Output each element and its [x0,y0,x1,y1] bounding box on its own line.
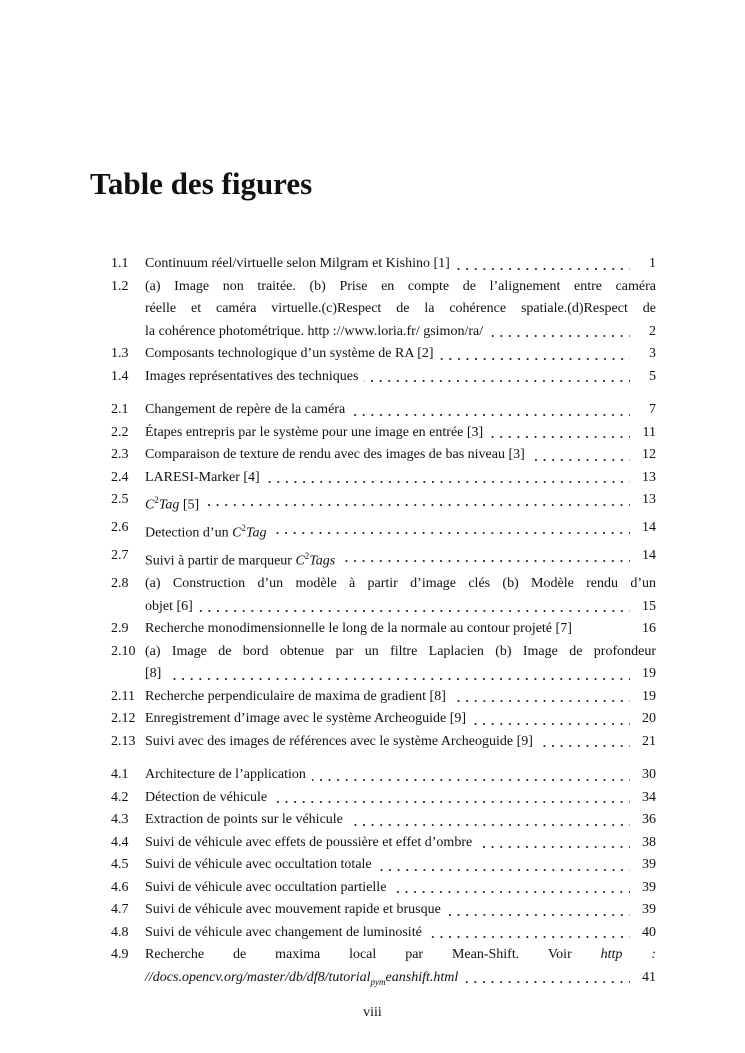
caption-text [145,321,483,344]
page-ref[interactable]: 38 [642,834,656,850]
toc-entry[interactable] [111,444,656,467]
caption-line [145,366,656,389]
caption-segment: Changement de repère de la caméra [145,402,346,417]
caption-segment: [8] [145,666,162,682]
dot-leader [472,708,630,731]
caption-segment: [5] [179,497,200,513]
figure-caption [145,641,656,686]
caption-line [145,573,656,596]
caption-segment: C [295,553,305,569]
toc-entry[interactable] [111,708,656,731]
toc-group [111,253,656,388]
caption-text [145,832,472,855]
caption-text [145,663,161,686]
dot-leader [456,253,630,276]
caption-segment: objet [6] [145,598,193,614]
dot-leader [364,366,630,389]
caption-text [145,517,266,545]
page-ref[interactable]: 36 [642,812,656,828]
page-ref[interactable]: 13 [642,492,656,507]
caption-text [145,467,260,490]
caption-line [145,663,656,686]
toc-entry[interactable] [111,641,656,686]
caption-segment: Suivi de véhicule avec changement de luminosité [145,924,422,940]
caption-segment: eanshift.html [385,969,459,985]
caption-segment: 2 [304,551,310,562]
figure-number: 2.2 [111,424,129,440]
caption-segment: (a) Construction d’un modèle à partir d’image clés (b) Modèle rendu d’un [145,576,656,592]
page-ref[interactable]: 12 [642,447,656,462]
caption-segment: Detection d’un [145,525,233,541]
page-ref[interactable]: 2 [649,323,656,339]
caption-segment: Extraction de points sur le véhicule [145,812,343,828]
caption-line [145,832,656,855]
page-ref[interactable]: 1 [649,256,656,271]
caption-segment: m [379,976,386,987]
caption-line [145,967,656,993]
caption-text [145,731,533,754]
caption-text [145,545,335,573]
caption-segment: Tag [158,497,180,513]
toc-entry[interactable] [111,276,656,344]
caption-line [145,731,656,754]
figure-number: 2.7 [111,548,129,564]
dot-leader [378,854,630,877]
caption-segment: Suivi avec des images de références avec le système Archeoguide [9] [145,733,533,749]
caption-segment: Composants technologique d’un système de RA [2] [145,346,434,361]
toc-entry[interactable] [111,618,656,641]
toc-entry[interactable] [111,764,656,787]
dot-leader [167,663,630,686]
caption-line [145,708,656,731]
dot-leader [392,877,630,900]
caption-text [145,618,572,641]
caption-segment: (a) Image de bord obtenue par un filtre Laplacien (b) Image de profondeur [145,643,656,659]
page-ref[interactable]: 5 [649,368,656,384]
toc-entry[interactable] [111,854,656,877]
caption-line [145,489,656,517]
figure-number: 2.4 [111,469,129,485]
caption-line [145,545,656,573]
caption-line [145,321,656,344]
figure-number: 1.3 [111,346,129,361]
figure-number: 4.3 [111,812,129,828]
dot-leader [539,731,630,754]
figure-caption [145,899,656,922]
caption-segment: http : [600,947,656,963]
caption-line [145,343,656,366]
figure-number: 4.7 [111,902,129,918]
toc-group [111,764,656,993]
caption-line [145,298,656,321]
figure-caption [145,686,656,709]
figure-caption [145,276,656,344]
figure-number: 2.1 [111,402,129,417]
page-ref[interactable]: 11 [642,424,656,440]
caption-segment: C [232,525,242,541]
page-ref[interactable]: 39 [642,857,656,873]
page-title: Table des figures [90,166,313,201]
page-ref[interactable]: 14 [642,520,656,536]
caption-segment: Tags [309,553,336,569]
page-ref[interactable]: 40 [642,924,656,940]
dot-leader [452,686,630,709]
caption-text [145,877,386,900]
page-ref[interactable]: 34 [642,789,656,805]
figure-number: 2.10 [111,643,136,659]
caption-line [145,922,656,945]
figure-caption [145,731,656,754]
toc-entry[interactable] [111,489,656,517]
caption-segment: Suivi de véhicule avec mouvement rapide et brusque [145,902,441,918]
caption-segment: 2 [241,523,246,534]
toc-entry[interactable] [111,573,656,618]
caption-segment: Suivi de véhicule avec occultation partielle [145,879,387,895]
figure-number: 2.11 [111,688,135,704]
caption-line [145,854,656,877]
dot-leader [205,489,630,512]
caption-segment: Comparaison de texture de rendu avec des images de bas niveau [3] [145,447,525,462]
toc-entry[interactable] [111,545,656,573]
caption-line [145,787,656,810]
figure-caption [145,422,656,445]
caption-text [145,809,343,832]
dot-leader [447,899,630,922]
caption-text [145,922,422,945]
figure-caption [145,399,656,422]
caption-line [145,944,656,967]
caption-segment: Tag [245,525,267,541]
figure-number: 2.5 [111,492,129,507]
dot-leader [464,967,630,990]
page-ref[interactable]: 3 [649,346,656,361]
caption-segment: //docs.opencv.org/master/db/df8/tutorial [145,969,371,985]
page-ref[interactable]: 7 [649,402,656,417]
caption-segment: Continuum réel/virtuelle selon Milgram et Kishino [1] [145,256,450,271]
page-number: viii [363,1005,382,1020]
figure-caption [145,489,656,517]
toc-entry[interactable] [111,832,656,855]
toc-entry[interactable] [111,922,656,945]
figure-caption [145,545,656,573]
caption-line [145,877,656,900]
dot-leader [440,343,630,366]
figure-caption [145,444,656,467]
toc-entry[interactable] [111,944,656,993]
caption-text [145,787,267,810]
caption-segment: Recherche de maxima local par Mean-Shift. Voir [145,947,601,963]
caption-text [145,686,446,709]
toc-entry[interactable] [111,253,656,276]
caption-line [145,899,656,922]
caption-text [145,444,525,467]
figure-caption [145,854,656,877]
page-ref[interactable]: 20 [642,711,656,727]
figure-caption [145,922,656,945]
caption-text [145,854,372,877]
dot-leader [531,444,630,467]
figure-number: 2.12 [111,711,136,727]
figure-caption [145,467,656,490]
caption-line [145,467,656,490]
figure-number: 4.1 [111,767,129,783]
caption-line [145,444,656,467]
table-of-figures [111,253,656,1004]
caption-segment: (a) Image non traitée. (b) Prise en compte de l’alignement entre caméra [145,278,656,294]
caption-segment: Suivi de véhicule avec occultation totale [145,857,372,873]
toc-entry[interactable] [111,877,656,900]
figure-number: 2.3 [111,447,129,462]
page-ref[interactable]: 19 [642,666,656,682]
page-ref[interactable]: 41 [642,969,656,985]
figure-number: 1.2 [111,278,129,294]
caption-line [145,422,656,445]
caption-line [145,276,656,299]
caption-segment: Étapes entrepris par le système pour une image en entrée [3] [145,424,484,440]
figure-caption [145,944,656,993]
caption-text [145,489,199,517]
figure-caption [145,517,656,545]
figure-number: 4.5 [111,857,129,873]
caption-text [145,764,306,787]
dot-leader [199,596,630,619]
caption-line [145,809,656,832]
caption-line [145,253,656,276]
toc-entry[interactable] [111,731,656,754]
toc-entry[interactable] [111,399,656,422]
caption-segment: Architecture de l’application [145,767,306,783]
page-ref[interactable]: 13 [642,469,656,485]
caption-segment: 2 [154,495,159,505]
dot-leader [489,422,630,445]
page-ref[interactable]: 14 [642,548,656,564]
figure-caption [145,832,656,855]
caption-line [145,764,656,787]
caption-segment: Détection de véhicule [145,789,268,805]
figure-number: 4.2 [111,789,129,805]
caption-segment: py [370,976,380,987]
caption-segment: Images représentatives des techniques [145,368,359,384]
caption-text [145,343,434,366]
figure-caption [145,366,656,389]
figure-number: 2.6 [111,520,129,536]
dot-leader [312,764,630,787]
caption-segment: Suivi de véhicule avec effets de poussière et effet d’ombre [145,834,473,850]
figure-number: 4.6 [111,879,129,895]
page-ref[interactable]: 30 [642,767,656,783]
figure-number: 2.9 [111,621,129,637]
caption-segment: Suivi à partir de marqueur [145,553,296,569]
figure-number: 4.4 [111,834,129,850]
page-ref[interactable]: 39 [642,902,656,918]
caption-text [145,899,441,922]
figure-caption [145,253,656,276]
caption-text [145,967,458,993]
caption-segment: Recherche perpendiculaire de maxima de gradient [8] [145,688,446,704]
page-ref[interactable]: 15 [642,598,656,614]
toc-entry[interactable] [111,467,656,490]
caption-line [145,517,656,545]
page-ref[interactable]: 21 [642,733,656,749]
caption-line [145,618,656,641]
dot-leader [341,545,630,568]
figure-number: 2.13 [111,733,136,749]
toc-entry[interactable] [111,787,656,810]
caption-text [145,422,483,445]
page-ref[interactable]: 16 [642,621,656,637]
caption-segment: réelle et caméra virtuelle.(c)Respect de la cohérence spatiale.(d)Respect de [145,301,656,316]
figure-caption [145,708,656,731]
caption-line [145,686,656,709]
caption-segment: Recherche monodimensionnelle le long de la normale au contour projeté [7] [145,621,572,637]
caption-text [145,366,358,389]
caption-line [145,641,656,664]
caption-text [145,399,345,422]
caption-segment: C [145,497,155,513]
figure-caption [145,618,656,641]
dot-leader [272,517,630,540]
caption-segment: LARESI-Marker [4] [145,469,260,485]
toc-entry[interactable] [111,343,656,366]
figure-caption [145,877,656,900]
dot-leader [478,832,630,855]
dot-leader [273,787,630,810]
caption-text [145,253,450,276]
figure-number: 1.4 [111,368,129,384]
page-ref[interactable]: 39 [642,879,656,895]
caption-segment: Enregistrement d’image avec le système Archeoguide [9] [145,711,467,727]
figure-number: 1.1 [111,256,129,271]
figure-number: 2.8 [111,576,129,592]
dot-leader [266,467,630,490]
toc-entry[interactable] [111,809,656,832]
caption-line [145,399,656,422]
dot-leader [578,618,630,641]
caption-segment: la cohérence photométrique. http ://www.loria.fr/ gsimon/ra/ [145,323,484,339]
figure-caption [145,573,656,618]
caption-line [145,596,656,619]
figure-caption [145,764,656,787]
dot-leader [489,321,630,344]
figure-caption [145,787,656,810]
toc-group [111,399,656,753]
figure-caption [145,343,656,366]
page-ref[interactable]: 19 [642,688,656,704]
dot-leader [351,399,630,422]
toc-entry[interactable] [111,899,656,922]
caption-text [145,708,466,731]
toc-entry[interactable] [111,686,656,709]
dot-leader [349,809,630,832]
toc-entry[interactable] [111,422,656,445]
toc-entry[interactable] [111,517,656,545]
figure-caption [145,809,656,832]
figure-number: 4.8 [111,924,129,940]
figure-number: 4.9 [111,947,129,963]
toc-entry[interactable] [111,366,656,389]
caption-text [145,596,193,619]
dot-leader [428,922,630,945]
